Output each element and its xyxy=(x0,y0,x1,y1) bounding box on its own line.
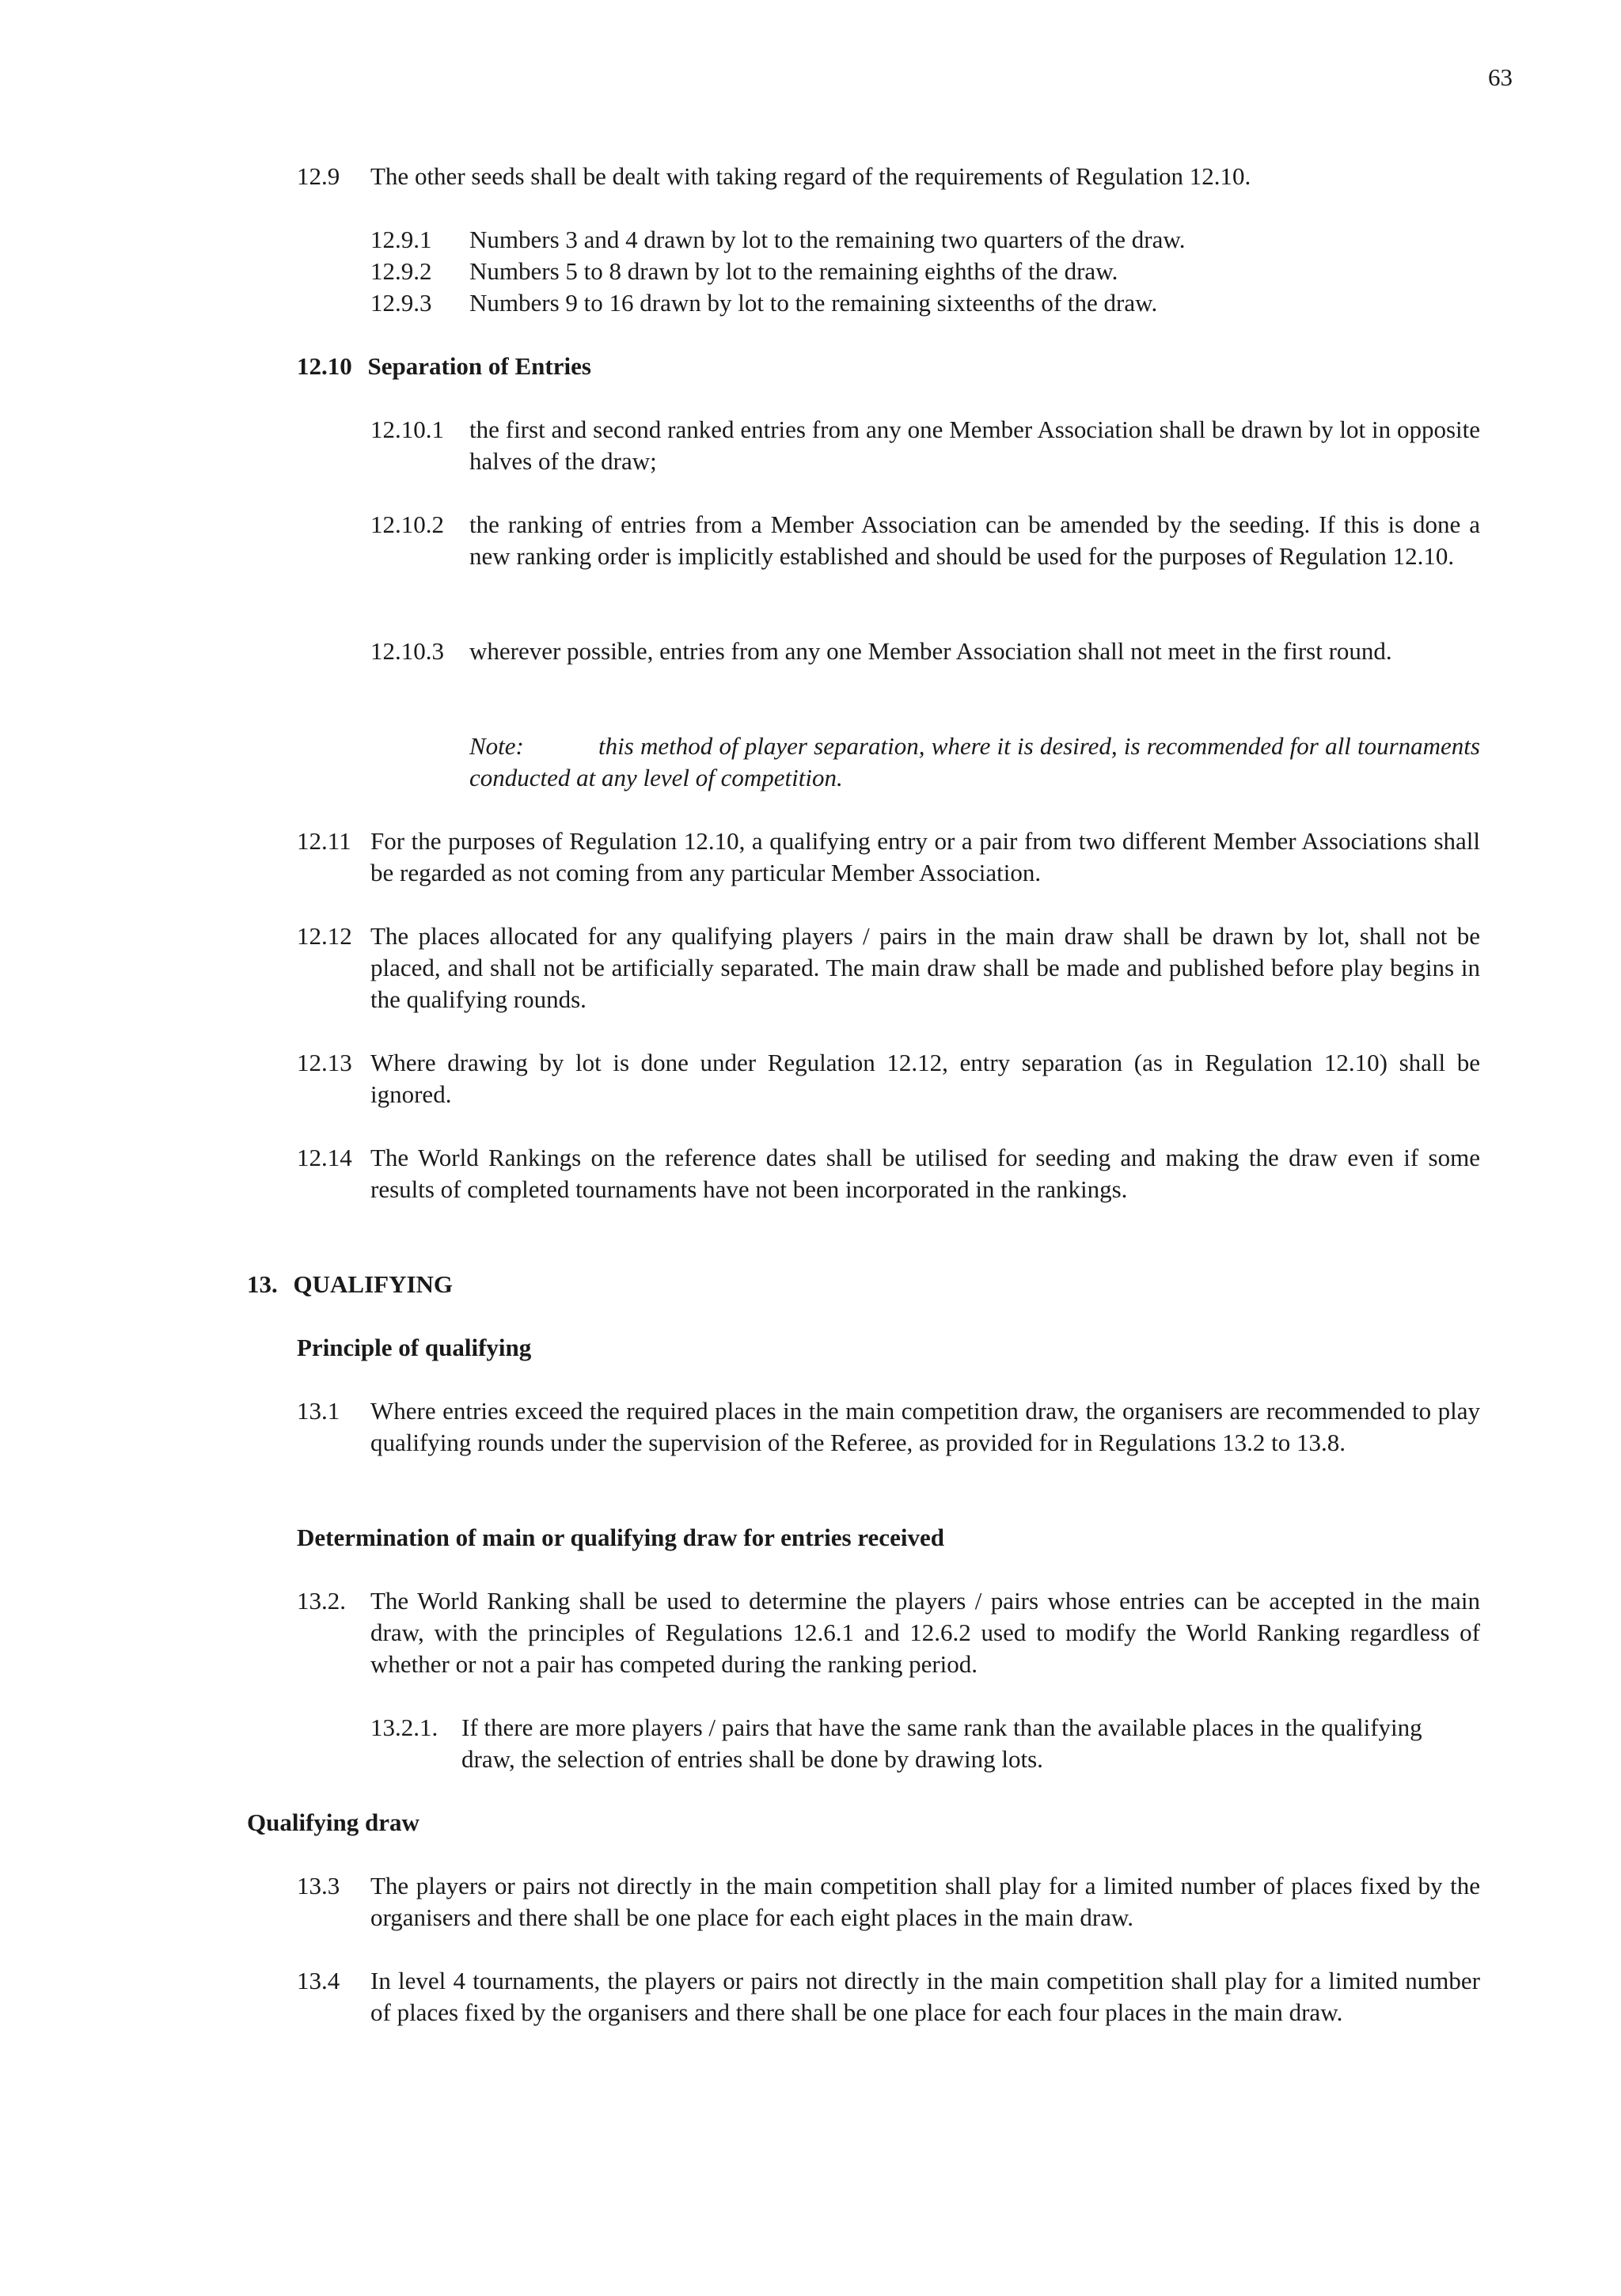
note xyxy=(469,731,1480,794)
clause-text: wherever possible, entries from any one Member Association shall not meet in the first round. xyxy=(469,637,1392,665)
clause-number: 13.2. xyxy=(297,1587,346,1615)
clause-number: 13.1 xyxy=(297,1397,340,1425)
clause-number: 12.11 xyxy=(297,827,351,855)
clause-number: 12.10.3 xyxy=(370,637,444,665)
clause-text: The World Rankings on the reference dates shall be utilised for seeding and making the draw even if some results of completed tournaments have not been incorporated in the rankings. xyxy=(370,1144,1480,1203)
clause-text: the ranking of entries from a Member Association can be amended by the seeding. If this is done a new ranking order is implicitly established and should be used for the purposes of Regulation 12.10. xyxy=(469,510,1480,570)
clause-number: 13.2.1. xyxy=(370,1713,438,1741)
clause-text: Where drawing by lot is done under Regulation 12.12, entry separation (as in Regulation 12.10) shall be ignored. xyxy=(370,1049,1480,1108)
clause-text: In level 4 tournaments, the players or pairs not directly in the main competition shall play for a limited number of places fixed by the organisers and there shall be one place for each four places in the main draw. xyxy=(370,1967,1480,2026)
clause-text: the first and second ranked entries from any one Member Association shall be drawn by lot in opposite halves of the draw; xyxy=(469,416,1480,475)
subheading-determination: Determination of main or qualifying draw for entries received xyxy=(297,1524,944,1551)
subheading-qualifying-draw: Qualifying draw xyxy=(247,1808,419,1836)
clause-number: 12.13 xyxy=(297,1049,352,1076)
clause-text: The places allocated for any qualifying players / pairs in the main draw shall be drawn by lot, shall not be placed, and shall not be artificially separated. The main draw shall be made and published before play begins in the qualifying rounds. xyxy=(370,922,1480,1013)
clause-text: Numbers 3 and 4 drawn by lot to the remaining two quarters of the draw. xyxy=(469,226,1186,253)
clause-text: Numbers 9 to 16 drawn by lot to the remaining sixteenths of the draw. xyxy=(469,289,1158,317)
clause-number: 12.10.1 xyxy=(370,416,444,443)
clause-number: 12.9 xyxy=(297,162,340,190)
clause-number: 12.9.2 xyxy=(370,257,432,285)
section-heading-13 xyxy=(247,1269,453,1300)
note-label: Note: xyxy=(469,732,524,760)
clause-text: The World Ranking shall be used to determine the players / pairs whose entries can be accepted in the main draw, with the principles of Regulations 12.6.1 and 12.6.2 used to modify the World Ranking regardless of whether or not a pair has competed during the ranking period. xyxy=(370,1587,1480,1678)
clause-number: 13.3 xyxy=(297,1872,340,1899)
clause-number: 13.4 xyxy=(297,1967,340,1994)
heading-text: Separation of Entries xyxy=(367,352,591,380)
heading-number: 12.10 xyxy=(297,352,352,380)
clause-number: 12.12 xyxy=(297,922,352,950)
subheading-principle-of-qualifying: Principle of qualifying xyxy=(297,1334,532,1361)
clause-text: For the purposes of Regulation 12.10, a qualifying entry or a pair from two different Member Associations shall be regarded as not coming from any particular Member Association. xyxy=(370,827,1480,886)
heading-number: 13. xyxy=(247,1270,278,1298)
clause-text: If there are more players / pairs that have the same rank than the available places in the qualifying draw, the selection of entries shall be done by drawing lots. xyxy=(461,1713,1422,1773)
clause-number: 12.10.2 xyxy=(370,510,444,538)
note-text: this method of player separation, where it is desired, is recommended for all tournaments conducted at any level of competition. xyxy=(469,732,1480,791)
page-number: 63 xyxy=(1488,63,1513,91)
clause-number: 12.9.3 xyxy=(370,289,432,317)
heading-text: QUALIFYING xyxy=(293,1270,454,1298)
clause-number: 12.9.1 xyxy=(370,226,432,253)
clause-text: The other seeds shall be dealt with taking regard of the requirements of Regulation 12.10. xyxy=(370,162,1251,190)
clause-number: 12.14 xyxy=(297,1144,352,1171)
clause-text: The players or pairs not directly in the main competition shall play for a limited number of places fixed by the organisers and there shall be one place for each eight places in the main draw. xyxy=(370,1872,1480,1931)
clause-text: Where entries exceed the required places in the main competition draw, the organisers are recommended to play qualifying rounds under the supervision of the Referee, as provided for in Regulations 13.2 to 13.8. xyxy=(370,1397,1480,1456)
clause-text: Numbers 5 to 8 drawn by lot to the remaining eighths of the draw. xyxy=(469,257,1118,285)
section-heading-12-10 xyxy=(297,351,591,382)
